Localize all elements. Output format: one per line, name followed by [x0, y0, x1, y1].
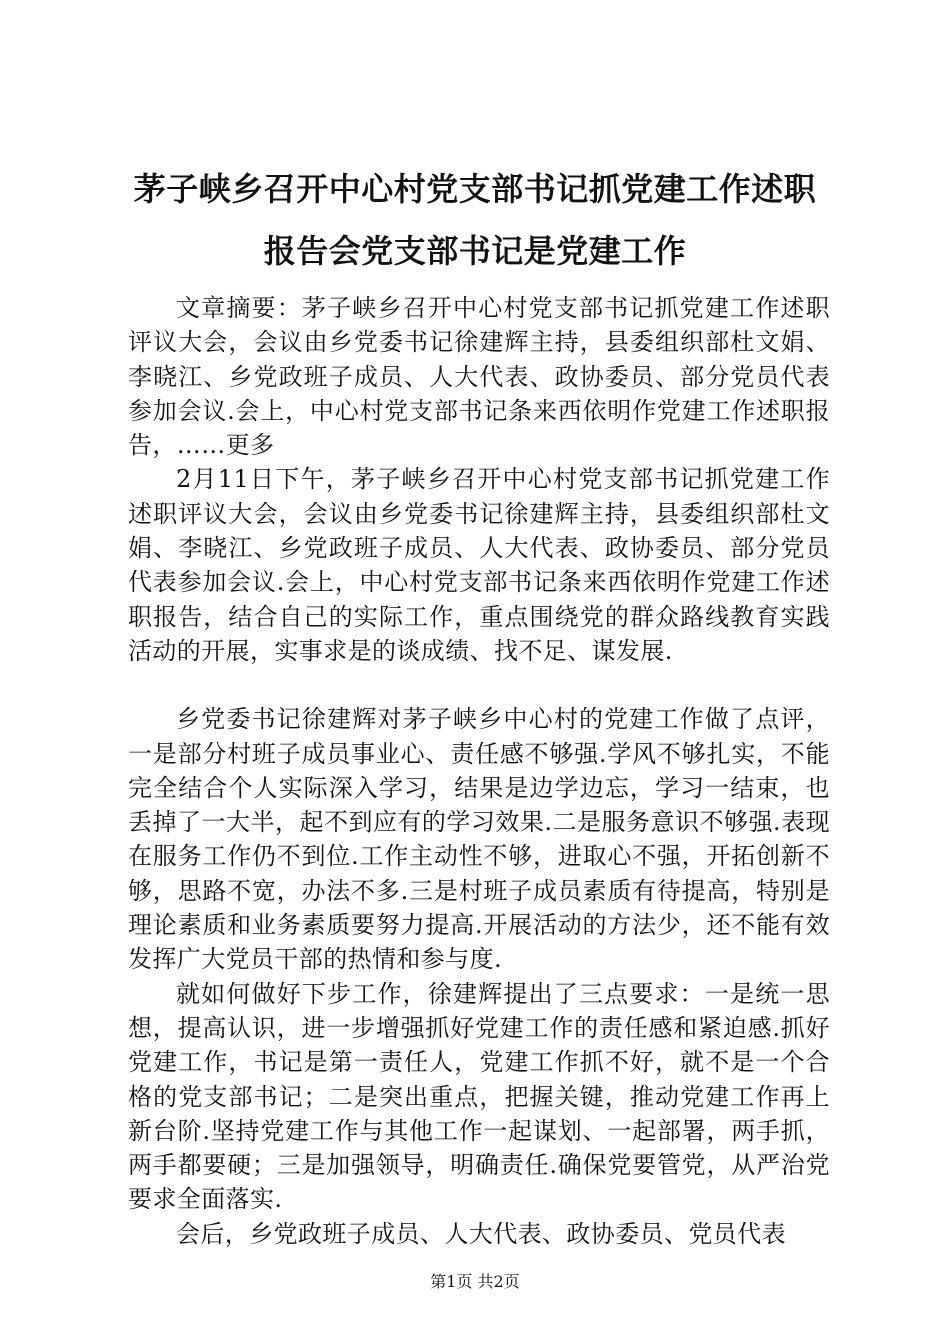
body-paragraph: 就如何做好下步工作，徐建辉提出了三点要求：一是统一思想，提高认识，进一步增强抓好党建工作的责任感和紧迫感.抓好党建工作，书记是第一责任人，党建工作抓不好，就不是一个合格的党支部书记；二是突出重点，把握关键，推动党建工作再上新台阶.坚持党建工作与其他工作一起谋划、一起部署，两手抓，两手都要硬；三是加强领导，明确责任.确保党要管党，从严治党要求全面落实.	[128, 979, 830, 1214]
abstract-paragraph: 文章摘要：茅子峡乡召开中心村党支部书记抓党建工作述职评议大会，会议由乡党委书记徐建辉主持，县委组织部杜文娟、李晓江、乡党政班子成员、人大代表、政协委员、部分党员代表参加会议.会上，中心村党支部书记条来西依明作党建工作述职报告，……更多	[128, 294, 830, 460]
body-paragraph: 乡党委书记徐建辉对茅子峡乡中心村的党建工作做了点评，一是部分村班子成员事业心、责任感不够强.学风不够扎实，不能完全结合个人实际深入学习，结果是边学边忘，学习一结束，也丢掉了一大半，起不到应有的学习效果.二是服务意识不够强.表现在服务工作仍不到位.工作主动性不够，进取心不强，开拓创新不够，思路不宽，办法不多.三是村班子成员素质有待提高，特别是理论素质和业务素质要努力提高.开展活动的方法少，还不能有效发挥广大党员干部的热情和参与度.	[128, 705, 830, 974]
body-paragraph: 会后，乡党政班子成员、人大代表、政协委员、党员代表	[176, 1219, 786, 1248]
body-paragraph: 2月11日下午，茅子峡乡召开中心村党支部书记抓党建工作述职评议大会，会议由乡党委书记徐建辉主持，县委组织部杜文娟、李晓江、乡党政班子成员、人大代表、政协委员、部分党员代表参加会议.会上，中心村党支部书记条来西依明作党建工作述职报告，结合自己的实际工作，重点围绕党的群众路线教育实践活动的开展，实事求是的谈成绩、找不足、谋发展.	[128, 465, 830, 665]
document-title: 茅子峡乡召开中心村党支部书记抓党建工作述职报告会党支部书记是党建工作	[133, 170, 817, 270]
document-body	[128, 291, 830, 1251]
page-footer: 第1页 共2页	[430, 1272, 520, 1291]
